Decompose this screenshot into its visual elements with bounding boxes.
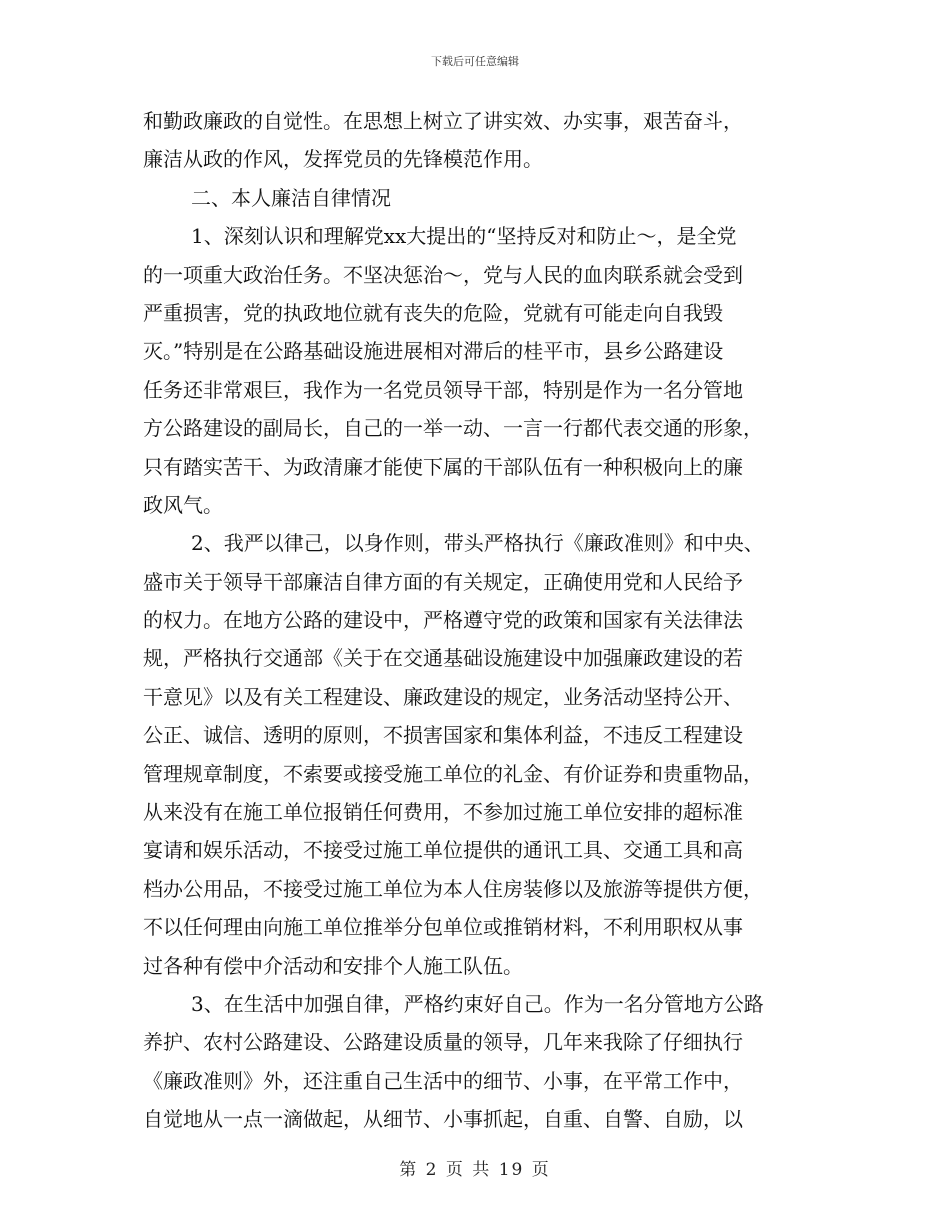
text-line: 严重损害，党的执政地位就有丧失的危险，党就有可能走向自我毁 — [143, 300, 723, 325]
text-line: 和勤政廉政的自觉性。在思想上树立了讲实效、办实事，艰苦奋斗， — [143, 109, 743, 133]
text-line: 只有踏实苦干、为政清廉才能使下属的干部队伍有一种积极向上的廉 — [143, 454, 743, 479]
text-line: 自觉地从一点一滴做起，从细节、小事抓起，自重、自警、自励，以 — [143, 1107, 743, 1132]
text-line: 从来没有在施工单位报销任何费用，不参加过施工单位安排的超标准 — [143, 800, 743, 825]
text-line: 《廉政准则》外，还注重自己生活中的细节、小事，在平常工作中， — [143, 1068, 743, 1093]
text-line: 廉洁从政的作风，发挥党员的先锋模范作用。 — [143, 147, 543, 172]
paragraph-start: 1、深刻认识和理解党xx大提出的“坚持反对和防止～，是全党 — [191, 224, 737, 249]
paragraph-start: 2、我严以律己，以身作则，带头严格执行《廉政准则》和中央、 — [191, 531, 764, 556]
text-line: 宴请和娱乐活动，不接受过施工单位提供的通讯工具、交通工具和高 — [143, 838, 743, 863]
text-line: 灭。”特别是在公路基础设施进展相对滞后的桂平市，县乡公路建设 — [143, 339, 724, 364]
text-line: 养护、农村公路建设、公路建设质量的领导，几年来我除了仔细执行 — [143, 1030, 743, 1055]
page-number-footer: 第 2 页 共 19 页 — [399, 1160, 551, 1180]
text-line: 的一项重大政治任务。不坚决惩治～，党与人民的血肉联系就会受到 — [143, 262, 743, 287]
section-heading: 二、本人廉洁自律情况 — [191, 185, 391, 210]
document-body — [143, 102, 808, 1139]
text-line: 的权力。在地方公路的建设中，严格遵守党的政策和国家有关法律法 — [143, 608, 743, 633]
text-line: 政风气。 — [143, 492, 223, 517]
text-line: 任务还非常艰巨，我作为一名党员领导干部，特别是作为一名分管地 — [143, 377, 743, 402]
text-line: 不以任何理由向施工单位推举分包单位或推销材料，不利用职权从事 — [143, 915, 743, 940]
text-line: 方公路建设的副局长，自己的一举一动、一言一行都代表交通的形象， — [143, 416, 763, 441]
paragraph-start: 3、在生活中加强自律，严格约束好自己。作为一名分管地方公路 — [191, 991, 764, 1016]
text-line: 管理规章制度，不索要或接受施工单位的礼金、有价证券和贵重物品， — [143, 761, 763, 786]
text-line: 过各种有偿中介活动和安排个人施工队伍。 — [143, 953, 523, 978]
text-line: 干意见》以及有关工程建设、廉政建设的规定，业务活动坚持公开、 — [143, 684, 743, 709]
text-line: 盛市关于领导干部廉洁自律方面的有关规定，正确使用党和人民给予 — [143, 569, 743, 594]
page-header-note: 下载后可任意编辑 — [431, 55, 519, 68]
text-line: 公正、诚信、透明的原则，不损害国家和集体利益，不违反工程建设 — [143, 723, 743, 748]
text-line: 档办公用品，不接受过施工单位为本人住房装修以及旅游等提供方便， — [143, 876, 763, 901]
text-line: 规，严格执行交通部《关于在交通基础设施建设中加强廉政建设的若 — [143, 646, 743, 671]
